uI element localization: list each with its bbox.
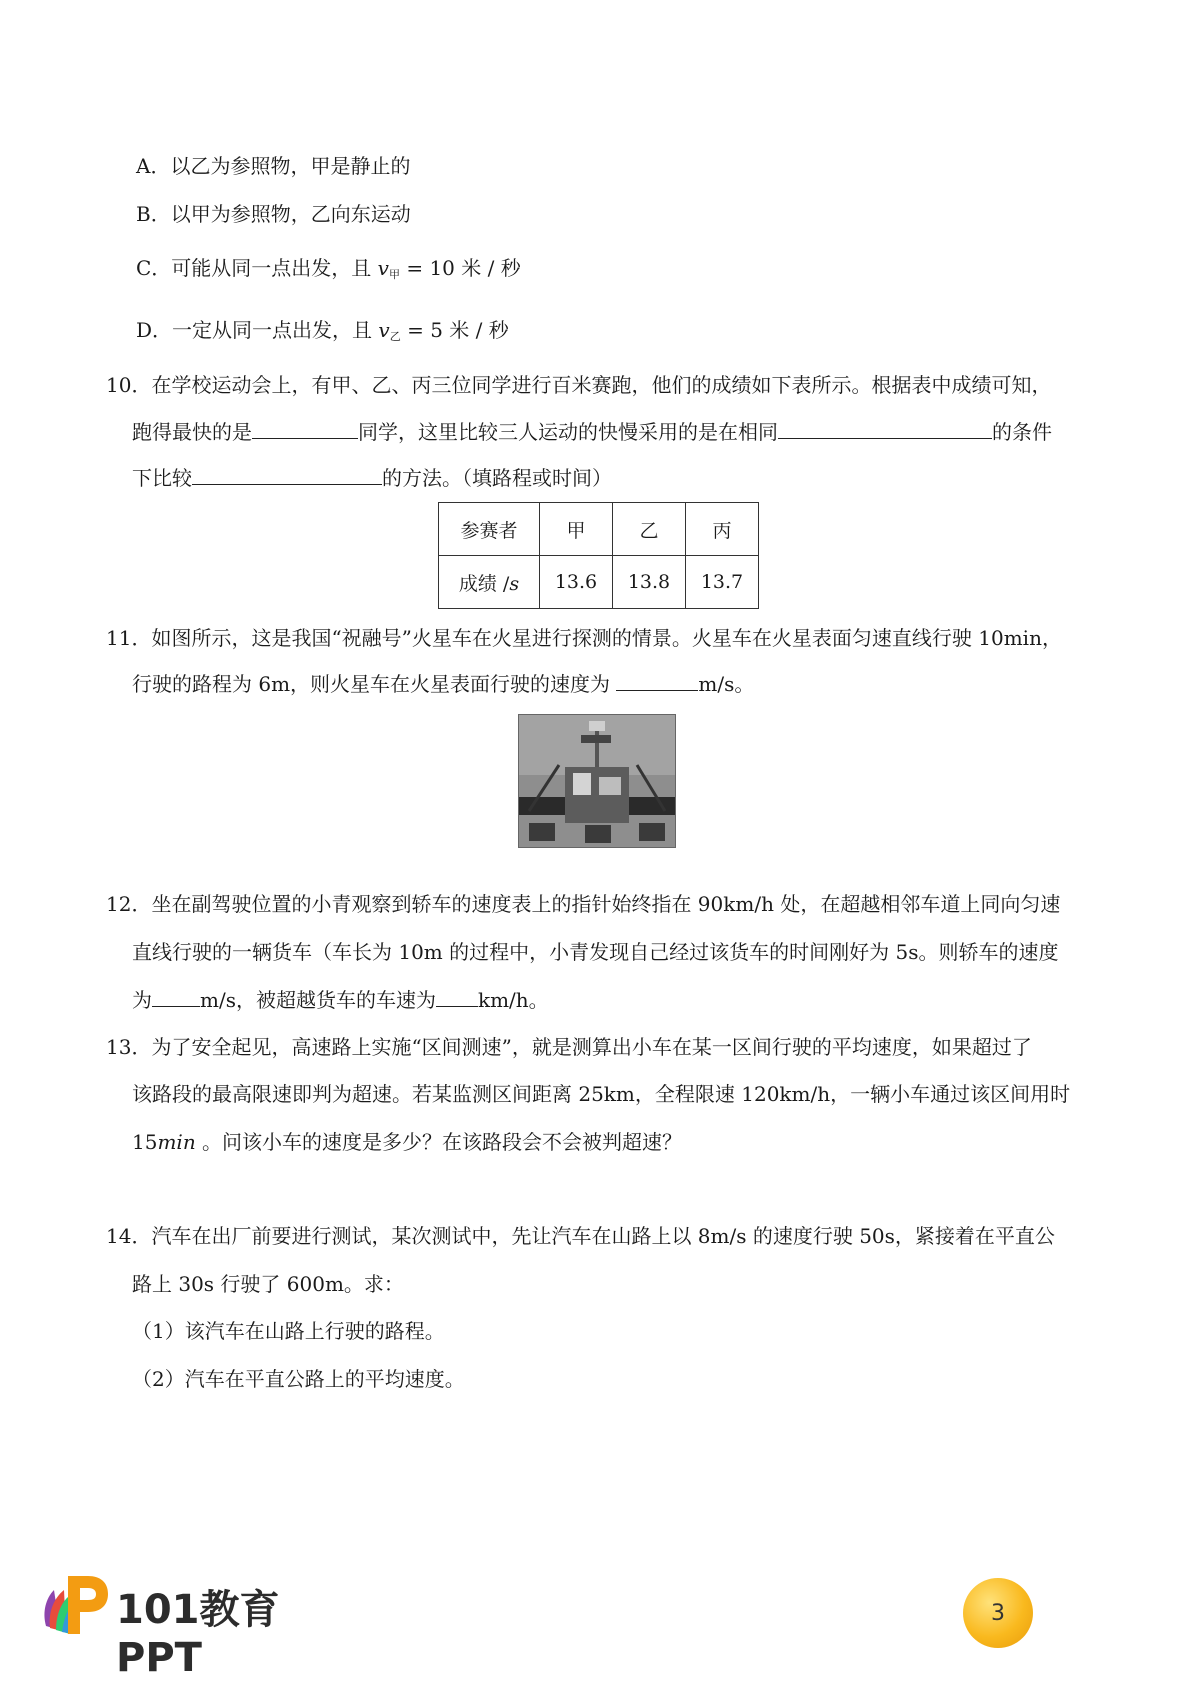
q9-option-a: A．以乙为参照物，甲是静止的: [136, 154, 411, 178]
q9-option-d: D．一定从同一点出发，且 $v_乙 = 5$ 米 / 秒: [136, 318, 509, 343]
table-cell: 13.6: [540, 556, 613, 609]
q14-subquestion-1: （1）该汽车在山路上行驶的路程。: [132, 1319, 445, 1343]
q14-subquestion-2: （2）汽车在平直公路上的平均速度。: [132, 1367, 465, 1391]
q14-line-2: 路上 30s 行驶了 600m。求：: [132, 1272, 404, 1296]
table-header-cell: 参赛者: [439, 503, 540, 556]
score-table: [438, 502, 759, 609]
rover-illustration: [519, 715, 675, 847]
answer-blank[interactable]: [152, 986, 200, 1007]
q11-line-2: 行驶的路程为 6m，则火星车在火星表面行驶的速度为 m/s。: [132, 672, 755, 696]
q10-line-1: 10．在学校运动会上，有甲、乙、丙三位同学进行百米赛跑，他们的成绩如下表所示。根据表中成绩可知，: [106, 373, 1052, 397]
answer-blank[interactable]: [616, 670, 698, 691]
mars-rover-photo: [518, 714, 676, 848]
table-cell: 13.8: [613, 556, 686, 609]
q10-line-3: 下比较 的方法。（填路程或时间）: [132, 466, 612, 490]
q13-line-1: 13．为了安全起见，高速路上实施“区间测速”，就是测算出小车在某一区间行驶的平均速度，如果超过了: [106, 1035, 1032, 1059]
q13-line-3: 15min 。问该小车的速度是多少？在该路段会不会被判超速？: [132, 1130, 683, 1154]
table-row: [439, 556, 759, 609]
page-number: 3: [991, 1600, 1005, 1626]
page-number-badge: [963, 1578, 1033, 1648]
brand-name: 101教育PPT: [116, 1587, 280, 1681]
table-cell: 13.7: [686, 556, 759, 609]
table-row-label: 成绩 /s: [439, 556, 540, 609]
q12-line-2: 直线行驶的一辆货车（车长为 10m 的过程中，小青发现自己经过该货车的时间刚好为 5s。则轿车的速度: [132, 940, 1059, 964]
table-header-cell: 乙: [613, 503, 686, 556]
q10-line-2: 跑得最快的是 同学，这里比较三人运动的快慢采用的是在相同 的条件: [132, 420, 1052, 444]
q9-option-b: B．以甲为参照物，乙向东运动: [136, 202, 411, 226]
table-header-cell: 甲: [540, 503, 613, 556]
logo-icon: [38, 1568, 108, 1638]
answer-blank[interactable]: [436, 986, 478, 1007]
answer-blank[interactable]: [252, 418, 358, 439]
brand-logo: [38, 1568, 358, 1681]
table-header-cell: 丙: [686, 503, 759, 556]
q12-line-3: 为 m/s，被超越货车的车速为 km/h。: [132, 988, 549, 1012]
q9-option-c: C．可能从同一点出发，且 $v_甲 = 10$ 米 / 秒: [136, 256, 521, 281]
q14-line-1: 14．汽车在出厂前要进行测试，某次测试中，先让汽车在山路上以 8m/s 的速度行驶 50s，紧接着在平直公: [106, 1224, 1055, 1248]
q13-line-2: 该路段的最高限速即判为超速。若某监测区间距离 25km，全程限速 120km/h，一辆小车通过该区间用时: [132, 1082, 1071, 1106]
table-header-row: [439, 503, 759, 556]
q12-line-1: 12．坐在副驾驶位置的小青观察到轿车的速度表上的指针始终指在 90km/h 处，在超越相邻车道上同向匀速: [106, 892, 1061, 916]
q11-line-1: 11．如图所示，这是我国“祝融号”火星车在火星进行探测的情景。火星车在火星表面匀速直线行驶 10min，: [106, 626, 1062, 650]
answer-blank[interactable]: [778, 418, 992, 439]
answer-blank[interactable]: [192, 464, 382, 485]
